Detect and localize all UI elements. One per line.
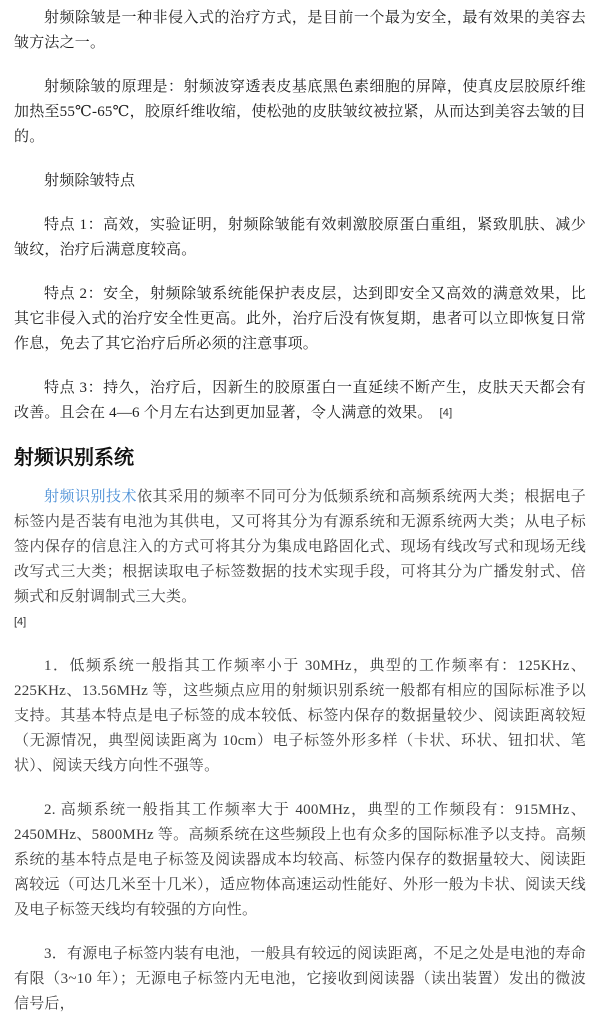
section-rfid-system [14, 445, 586, 1017]
paragraph-feature-1: 特点 1：高效，实验证明，射频除皱能有效刺激胶原蛋白重组，紧致肌肤、减少皱纹，治疗后满意度较高。 [14, 217, 586, 258]
section-heading-rfid: 射频识别系统 [14, 447, 134, 469]
paragraph-high-frequency: 2. 高频系统一般指其工作频率大于 400MHz，典型的工作频段有：915MHz、2450MHz、5800MHz 等。高频系统在这些频段上也有众多的国际标准予以支持。高频系统的基本特点是电子标签及阅读器成本均较高、标签内保存的数据量较大、阅读距离较远（可达几米至十几米），适应物体高速运动性能好、外形一般为卡状、阅读天线及电子标签天线均有较强的方向性。 [14, 802, 586, 918]
citation-line [14, 610, 586, 635]
paragraph-intro: 射频除皱是一种非侵入式的治疗方式，是目前一个最为安全，最有效果的美容去皱方法之一。 [14, 10, 586, 51]
rfid-technology-link[interactable]: 射频识别技术 [44, 489, 137, 505]
paragraph-low-frequency: 1．低频系统一般指其工作频率小于 30MHz，典型的工作频率有：125KHz、225KHz、13.56MHz 等，这些频点应用的射频识别系统一般都有相应的国际标准予以支持。其基本特点是电子标签的成本较低、标签内保存的数据量较少、阅读距离较短（无源情况，典型阅读距离为 10cm）电子标签外形多样（卡状、环状、钮扣状、笔状）、阅读天线方向性不强等。 [14, 658, 586, 774]
paragraph-features-title: 射频除皱特点 [44, 173, 136, 189]
paragraph-rfid-intro [14, 485, 586, 610]
citation-4[interactable]: [4] [14, 616, 27, 628]
citation-4[interactable]: [4] [439, 407, 453, 419]
paragraph-feature-3-text: 特点 3：持久，治疗后，因新生的胶原蛋白一直延续不断产生，皮肤天天都会有改善。且会在 4—6 个月左右达到更加显著，令人满意的效果。 [14, 380, 586, 421]
paragraph-feature-3 [14, 376, 586, 426]
paragraph-principle: 射频除皱的原理是：射频波穿透表皮基底黑色素细胞的屏障，使真皮层胶原纤维加热至55℃-65℃，胶原纤维收缩，使松弛的皮肤皱纹被拉紧，从而达到美容去皱的目的。 [14, 79, 586, 145]
paragraph-feature-2: 特点 2：安全，射频除皱系统能保护表皮层，达到即安全又高效的满意效果，比其它非侵入式的治疗安全性更高。此外，治疗后没有恢复期，患者可以立即恢复日常作息，免去了其它治疗后所必须的注意事项。 [14, 286, 586, 352]
paragraph-rfid-intro-text: 依其采用的频率不同可分为低频系统和高频系统两大类；根据电子标签内是否装有电池为其供电，又可将其分为有源系统和无源系统两大类；从电子标签内保存的信息注入的方式可将其分为集成电路固化式、现场有线改写式和现场无线改写式三大类；根据读取电子标签数据的技术实现手段，可将其分为广播发射式、倍频式和反射调制式三大类。 [14, 489, 586, 605]
section-rf-wrinkle-removal [14, 6, 586, 426]
paragraph-active-passive-tags: 3．有源电子标签内装有电池，一般具有较远的阅读距离，不足之处是电池的寿命有限（3~10 年）；无源电子标签内无电池，它接收到阅读器（读出装置）发出的微波信号后， [14, 946, 586, 1012]
